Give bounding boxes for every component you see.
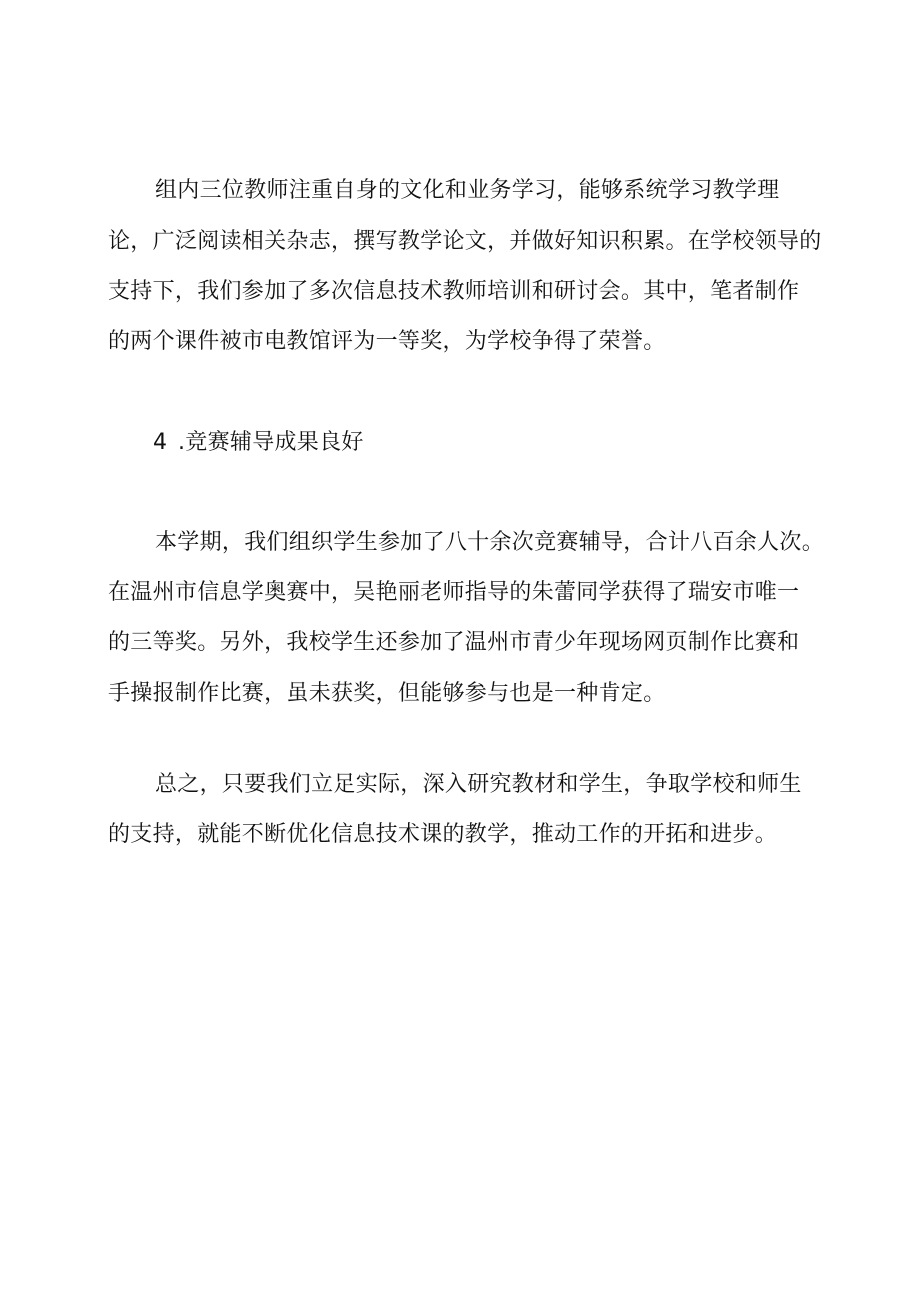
paragraph-line: 论，广泛阅读相关杂志，撰写教学论文，并做好知识积累。在学校领导的 [108,229,822,254]
paragraph-line: 本学期，我们组织学生参加了八十余次竞赛辅导，合计八百余人次。 [155,530,825,555]
paragraph-line: 的两个课件被市电教馆评为一等奖，为学校争得了荣誉。 [108,329,666,354]
heading-number: 4 [153,430,167,455]
paragraph-line: 的三等奖。另外，我校学生还参加了温州市青少年现场网页制作比赛和 [108,630,800,655]
heading-text: .竞赛辅导成果良好 [178,430,364,455]
paragraph-line: 支持下，我们参加了多次信息技术教师培训和研讨会。其中，笔者制作 [108,279,800,304]
paragraph-line: 总之，只要我们立足实际，深入研究教材和学生，争取学校和师生 [155,772,802,797]
paragraph-line: 组内三位教师注重自身的文化和业务学习，能够系统学习教学理 [155,178,780,203]
paragraph-line: 手操报制作比赛，虽未获奖，但能够参与也是一种肯定。 [108,681,666,706]
paragraph-line: 在温州市信息学奥赛中，吴艳丽老师指导的朱蕾同学获得了瑞安市唯一 [108,580,800,605]
paragraph-line: 的支持，就能不断优化信息技术课的教学，推动工作的开拓和进步。 [108,822,778,847]
